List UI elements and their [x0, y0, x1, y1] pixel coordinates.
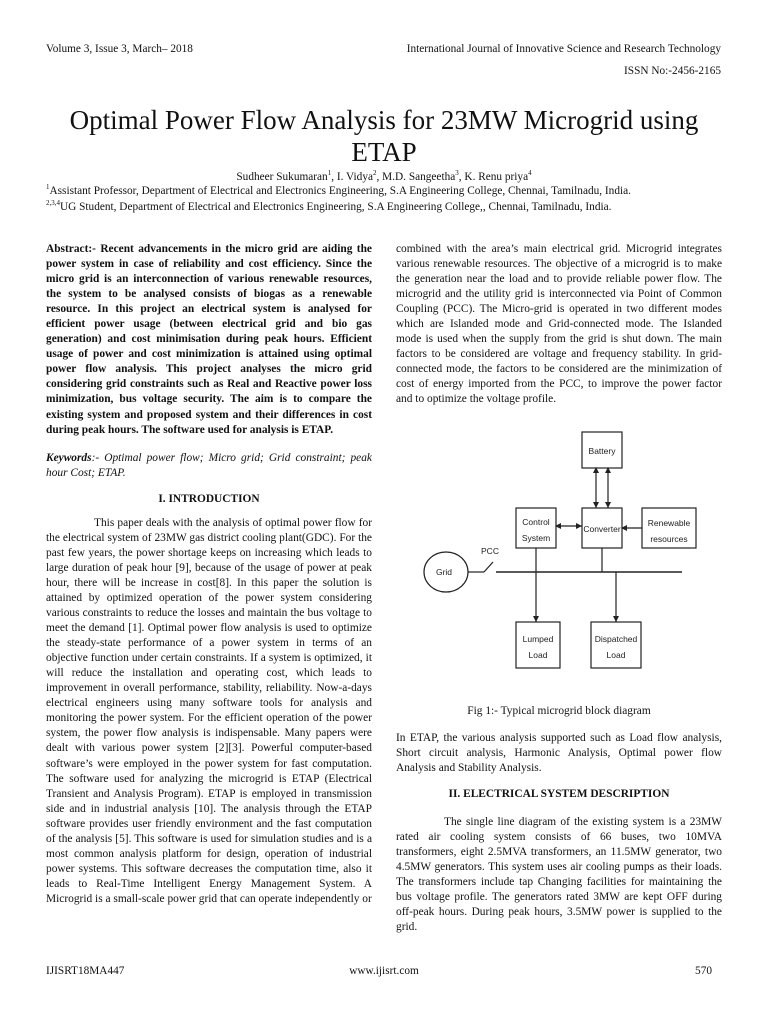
abstract — [46, 242, 372, 438]
pcc-switch — [484, 562, 493, 572]
label-renewable-2: resources — [650, 533, 688, 544]
keywords-label: Keywords — [46, 451, 92, 464]
author-mark: 2 — [372, 169, 377, 178]
label-lumped-1: Lumped — [522, 633, 554, 644]
affiliation-mark: 2,3,4 — [46, 199, 60, 208]
right-column — [396, 242, 722, 935]
arrow-down-icon — [605, 502, 611, 508]
journal-name: International Journal of Innovative Science and Research Technology — [406, 43, 721, 55]
label-control-2: System — [521, 532, 551, 543]
left-column — [46, 242, 372, 907]
affiliation-text: UG Student, Department of Electrical and Electronics Engineering, S.A Engineering College,, Chennai, Tamilnadu, India. — [60, 201, 612, 213]
figure-caption: Fig 1:- Typical microgrid block diagram — [467, 704, 651, 717]
issn: ISSN No:-2456-2165 — [624, 65, 721, 77]
abstract-text: Recent advancements in the micro grid are aiding the power system in case of reliability and cost efficiency. Since the micro grid is an interconnection of various renewable resources, the system to be analysed consists of biogas as a renewable resource. In this project an electrical system is analysed for efficient power usage (between electrical grid and bio gas generation) and cost minimisation during peak hours. Efficient usage of power and cost minimization is attained using optimal power flow analysis. This project analyses the micro grid considering grid constraints such as Real and Reactive power loss minimization, bus voltage security. The aim is to compare the existing system and proposed system and their differences in cost during peak hours. The software used for analysis is ETAP. — [46, 243, 372, 436]
section-heading-introduction: I. INTRODUCTION — [158, 492, 260, 505]
arrow-down-icon — [593, 502, 599, 508]
author-mark: 1 — [327, 169, 332, 178]
introduction-body: This paper deals with the analysis of optimal power flow for the electrical system of 23MW gas district cooling plant(GDC). For the past few years, the power shortage keeps on increasing which leads to large duration of peak hour [9], because of the usage of power at peak hour, there will be increase in cost[8]. In this paper the solution is attained by optimized operation of the power system considering various constraints to reduce the losses and maintain the bus voltage to meet the demand [1]. Optimal power flow analysis is used to optimize the steady-state performance of a power system in terms of an objective function under certain constraints. If a system is optimized, it will reduce the installation and operating cost, which leads to improvement in overall performance, stability, reliability. Now-a-days electrical engineers using many software tools for analysis and monitoring the power system. For the efficient operation of the power system, the power flow analysis is indispensable. Many papers were dealt with various power system [2][3]. Powerful computer-based software’s were employed in the power system for fast computation. The software used for analyzing the microgrid is ETAP (Electrical Transient and Analysis Program). ETAP is employed in transmission side and in industrial analysis [10]. The analysis through the ETAP software provides user friendly environment and the fast computation of the analysis [5]. This software is used for simulation studies and is a most common analysis platform for design, operation of industrial power systems. This software decreases the computation time, also it leads to Real-Time Intelligent Energy Management System. A Microgrid is a small-scale power grid that can operate independently or — [46, 516, 372, 905]
affiliation-2 — [46, 201, 611, 213]
label-dispatched-1: Dispatched — [594, 633, 638, 644]
label-lumped-2: Load — [528, 649, 548, 660]
section-heading-electrical-system: II. ELECTRICAL SYSTEM DESCRIPTION — [448, 787, 670, 800]
label-pcc: PCC — [481, 545, 499, 556]
lumped-load-box — [516, 622, 560, 668]
author-name: I. Vidya — [336, 171, 373, 183]
keywords — [46, 451, 372, 481]
arrow-right-icon — [576, 523, 582, 529]
paragraph-system-description: The single line diagram of the existing system is a 23MW rated air cooling system consists of 66 buses, two 10MVA transformers, eight 2.5MVA transformers, an 11.5MW generator, two 4.5MW generators. This system uses air cooling pumps as their loads. The transformers include tap Changing facilities for maintaining the bus voltage profile. The generators rated 3MW are kept OFF during off-peak hours. During peak hours, 3.5MW power is supplied to the grid. — [396, 815, 722, 934]
footer-website: www.ijisrt.com — [349, 965, 419, 977]
author-list: Sudheer Sukumaran$^1$, I. Vidya$^2$, M.D. Sangeetha$^3$, K. Renu priya$^4$ — [236, 169, 532, 183]
volume-info: Volume 3, Issue 3, March– 2018 — [46, 43, 193, 55]
author-name: M.D. Sangeetha — [382, 171, 456, 183]
dispatched-load-box — [591, 622, 641, 668]
author-mark: 3 — [455, 169, 459, 178]
paragraph-etap-analysis: In ETAP, the various analysis supported such as Load flow analysis, Short circuit analysis, Harmonic Analysis, Optimal power flow Analysis and Stability Analysis. — [396, 731, 722, 774]
affiliation-1 — [46, 185, 631, 197]
arrow-down-icon — [613, 616, 619, 622]
page-number: 570 — [695, 965, 712, 977]
footer-paper-id: IJISRT18MA447 — [46, 965, 125, 977]
label-control-1: Control — [522, 516, 550, 527]
label-grid: Grid — [435, 566, 453, 577]
paragraph-microgrid: combined with the area’s main electrical grid. Microgrid integrates various renewable resources. The objective of a microgrid is to make the generation near the load and to provide reliable power flow. The microgrid and the utility grid is interconnected via Point of Common Coupling (PCC). The Micro-grid is operated in two different modes which are Islanded mode and Grid-connected mode. The Islanded mode is used when the supply from the grid is shut down. The main factors to be considered are voltage and frequency stability. In grid-connected mode, the factors to be considered are the minimization of cost of energy imported from the PCC, to improve the power factor and to optimize the voltage profile. — [396, 243, 722, 406]
label-converter: Converter — [583, 523, 621, 534]
affiliation-text: Assistant Professor, Department of Electrical and Electronics Engineering, S.A Engineering College, Chennai, Tamilnadu, India. — [49, 185, 631, 197]
keywords-text: :- Optimal power flow; Micro grid; Grid constraint; peak hour Cost; ETAP. — [46, 451, 372, 479]
arrow-down-icon — [533, 616, 539, 622]
affiliation-mark: 1 — [46, 183, 50, 192]
abstract-label: Abstract:- — [46, 243, 96, 255]
author-name: K. Renu priya — [464, 171, 529, 183]
paper-title: Optimal Power Flow Analysis for 23MW Microgrid using ETAP — [69, 105, 699, 168]
label-renewable-1: Renewable — [647, 517, 691, 528]
microgrid-block-diagram — [396, 416, 722, 694]
label-battery: Battery — [588, 445, 616, 456]
label-dispatched-2: Load — [606, 649, 626, 660]
author-mark: 4 — [528, 169, 532, 178]
author-name: Sudheer Sukumaran — [236, 171, 328, 183]
